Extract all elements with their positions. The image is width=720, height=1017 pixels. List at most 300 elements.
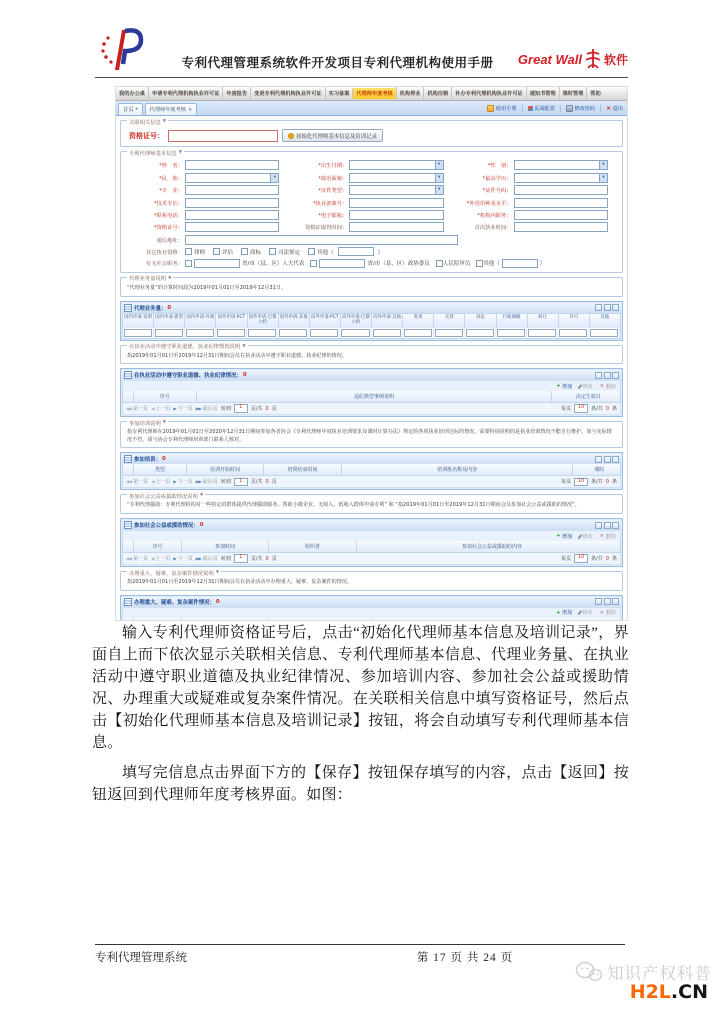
page-config-button[interactable]: 页面配置	[522, 105, 555, 112]
grid-toolbar	[122, 380, 621, 391]
checkbox[interactable]	[310, 260, 317, 267]
field-label: *最高学历：	[482, 175, 512, 182]
refresh-icon[interactable]	[595, 456, 602, 463]
count-input[interactable]	[124, 329, 152, 337]
add-icon: +	[556, 533, 561, 540]
biz-cell	[278, 328, 309, 338]
biz-cell	[340, 328, 371, 338]
column-header: 类型	[134, 464, 187, 475]
form-field	[454, 222, 618, 232]
field-input[interactable]	[349, 222, 443, 232]
delete-icon: ×	[599, 383, 605, 390]
last-page-button[interactable]: ▶▶ 最后页	[195, 406, 218, 413]
field-input[interactable]	[514, 185, 608, 195]
collapse-caret-icon[interactable]: ▼	[215, 570, 220, 576]
nav-tab[interactable]	[559, 87, 587, 100]
form-field	[289, 160, 453, 170]
column-header: 序号	[134, 391, 197, 402]
nav-tab-label: 年度报告	[226, 91, 248, 97]
home-tab[interactable]: 首页 ▾	[118, 103, 143, 115]
count-input[interactable]	[590, 329, 618, 337]
next-page-icon: ▶	[173, 479, 177, 485]
column-header: 国外申请-PCT	[216, 314, 247, 328]
count-input[interactable]	[248, 329, 276, 337]
manual-icon	[487, 105, 494, 112]
biz-cell	[372, 328, 403, 338]
collapse-caret-icon[interactable]: ▼	[162, 420, 167, 426]
collapse-caret-icon[interactable]: ▼	[162, 119, 167, 124]
field-input[interactable]	[514, 160, 608, 170]
grid-icon	[124, 304, 132, 312]
field-input[interactable]	[185, 173, 279, 183]
ethics-panel	[120, 368, 623, 417]
column-header: 参加时间	[182, 541, 269, 552]
select-column	[123, 391, 134, 402]
qualification-option: 评估	[213, 248, 233, 256]
nav-tab-label: 机构注销	[427, 91, 449, 97]
add-icon: +	[556, 383, 561, 390]
topbar-buttons	[487, 101, 625, 115]
cnipa-logo-icon	[95, 24, 157, 76]
field-input[interactable]	[185, 222, 279, 232]
column-header: 课时	[594, 467, 605, 474]
next-page-icon: ▶	[173, 556, 177, 562]
basic-info-section	[120, 151, 623, 273]
biz-cell	[434, 328, 465, 338]
footer-system-name: 专利代理管理系统	[95, 952, 187, 964]
nav-tab-label: 申请专利代理机构执业许可证	[151, 91, 220, 97]
checkbox[interactable]	[185, 248, 192, 255]
footer-rule	[95, 944, 625, 945]
page-number-input[interactable]: 1	[234, 404, 248, 413]
field-input[interactable]	[185, 160, 279, 170]
section-legend: 在执业活动中遵守职业道德、执业纪律情况说明 ▼	[129, 343, 246, 351]
nav-tab-label: 代理师年度考核	[356, 91, 393, 97]
panel-header: 参加社会公益或援助情况： 0	[122, 520, 621, 530]
select-column	[123, 541, 134, 552]
form-field	[125, 160, 289, 170]
column-header: 向外申请-巴黎公约	[341, 314, 372, 328]
field-input[interactable]	[185, 198, 279, 208]
field-label: *执业备案号：	[312, 200, 348, 207]
edit-button[interactable]: 修改	[579, 609, 592, 616]
form-field	[289, 198, 453, 208]
address-row	[125, 235, 618, 245]
prev-page-icon: ◀	[151, 556, 154, 562]
qualification-other: 其他（ ）	[308, 247, 383, 256]
nav-tab-label: 通知书管理	[529, 91, 556, 97]
count-input[interactable]	[217, 329, 245, 337]
biz-cell	[216, 328, 247, 338]
qualification-number-label: 资格证号：	[129, 131, 164, 140]
checkbox[interactable]	[476, 260, 483, 267]
delete-icon: ×	[599, 533, 605, 540]
field-input[interactable]	[514, 173, 608, 183]
bullet-icon	[288, 133, 294, 139]
form-field	[289, 185, 453, 195]
form-field	[125, 222, 289, 232]
last-page-button[interactable]: ▶▶ 最后页	[195, 556, 218, 563]
first-page-icon: ◀◀	[126, 406, 132, 412]
nav-tab[interactable]	[148, 87, 222, 100]
field-input[interactable]	[349, 185, 443, 195]
panel-header: 在执业活动中遵守职业道德、执业纪律情况： 0	[122, 370, 621, 380]
first-page-button[interactable]: ◀◀ 第一页	[126, 556, 149, 563]
refresh-icon[interactable]	[595, 598, 602, 605]
checkbox[interactable]	[436, 260, 443, 267]
nav-tab[interactable]	[423, 87, 451, 100]
form-field	[454, 198, 618, 208]
column-header: 转让	[528, 314, 559, 328]
column-header	[134, 618, 182, 620]
config-icon	[528, 106, 533, 111]
training-note-section	[120, 421, 623, 448]
field-input[interactable]	[349, 173, 443, 183]
select-column	[123, 464, 134, 475]
collapse-panel-icon[interactable]	[612, 304, 619, 311]
column-header: 培训开始时间	[187, 464, 265, 475]
column-header: 国内申请-外观	[185, 314, 216, 328]
collapse-caret-icon[interactable]: ▼	[199, 493, 204, 499]
last-page-icon: ▶▶	[195, 479, 202, 485]
prev-page-icon: ◀	[151, 479, 154, 485]
field-input[interactable]	[349, 210, 443, 220]
last-page-icon: ▶▶	[195, 556, 202, 562]
social-other-input[interactable]	[502, 259, 538, 268]
nav-tab-label: 补办专利代理机构执业许可证	[455, 91, 523, 97]
link-info-section	[120, 120, 623, 147]
prev-page-button[interactable]: ◀ 上一页	[151, 556, 171, 563]
popout-icon[interactable]	[604, 522, 611, 529]
field-label: *民 族：	[159, 175, 183, 182]
biz-input-row	[122, 328, 621, 339]
grid-icon	[124, 598, 132, 606]
field-label: *姓 名：	[159, 163, 183, 170]
biz-cell	[247, 328, 278, 338]
biz-volume-panel	[120, 301, 623, 341]
field-label: *资格证号：	[153, 225, 183, 232]
greatwall-logo	[518, 48, 628, 76]
qualification-option: 司法鉴定	[269, 248, 300, 256]
next-page-button[interactable]: ▶ 下一页	[173, 556, 193, 563]
nav-tab-label: 我的办公桌	[119, 91, 145, 97]
nav-tab[interactable]	[116, 87, 148, 100]
delete-button[interactable]: × 删除	[599, 533, 616, 540]
field-input[interactable]	[514, 222, 608, 232]
delete-button[interactable]: × 删除	[599, 383, 616, 390]
field-input[interactable]	[349, 198, 443, 208]
add-button[interactable]: + 增加	[556, 383, 573, 390]
app-screenshot	[116, 87, 627, 620]
field-input[interactable]	[514, 198, 608, 208]
panel-header: 代理业务量： 0	[122, 303, 621, 313]
delete-button[interactable]: × 删除	[599, 609, 616, 617]
address-input[interactable]	[185, 235, 458, 245]
column-header: 参加社会公益或援助的内容	[461, 544, 522, 551]
count-input[interactable]	[497, 329, 525, 337]
edit-button[interactable]: 修改	[579, 533, 592, 540]
page-size-input[interactable]: 10	[574, 404, 588, 413]
social-duty-label: 有无社会职务：	[145, 261, 183, 268]
pagination-bar: ◀◀ 第一页 ◀ 上一页 ▶ 下一页 ▶▶ 最后页 转到 1 页/共 0 页 每页 10 条/共 0 条	[122, 403, 621, 415]
column-header: 培训班名称及内容	[342, 464, 574, 475]
field-label: *联系电话：	[153, 212, 183, 219]
column-header: 行政调解	[497, 314, 528, 328]
checkbox[interactable]	[213, 248, 220, 255]
grid-icon	[124, 521, 132, 529]
tab-bar	[116, 101, 627, 116]
checkbox[interactable]	[269, 248, 276, 255]
checkbox[interactable]	[185, 260, 192, 267]
prev-page-icon: ◀	[151, 406, 154, 412]
nav-tab[interactable]	[352, 88, 395, 99]
first-page-icon: ◀◀	[126, 479, 132, 485]
column-header: 许可	[559, 314, 590, 328]
checkbox[interactable]	[308, 248, 315, 255]
form-field	[125, 185, 289, 195]
collapse-caret-icon[interactable]: ▼	[168, 275, 172, 281]
add-button[interactable]: + 增加	[556, 533, 573, 540]
logout-button[interactable]: × 退出	[600, 105, 623, 112]
biz-cell	[558, 328, 589, 338]
nav-tab-label: 实习备案	[328, 91, 350, 97]
welfare-panel	[120, 518, 623, 567]
nav-tab-label: 变更专利代理机构执业许可证	[254, 91, 322, 97]
select-column	[123, 618, 134, 620]
change-password-button[interactable]: 修改密码	[560, 105, 595, 112]
form-field	[454, 160, 618, 170]
collapse-panel-icon[interactable]	[612, 598, 619, 605]
note-text: “专利代理援助：专利代理机构对一些特定的群体提供代理援助服务、帮助小微企业、无收入、低收入群体申请专利” 和 “指2019年01月01日至2019年12月31日期间会员参加社会公益或援助的情况”。	[127, 502, 580, 509]
field-label: *电子邮箱：	[318, 212, 348, 219]
form-field	[454, 210, 618, 220]
biz-cell	[123, 328, 154, 338]
manual-button[interactable]: 使用手册	[487, 105, 516, 112]
column-header: 序号	[134, 541, 182, 552]
field-label: *证件号码：	[482, 188, 512, 195]
count-input[interactable]	[466, 329, 494, 337]
column-header: 其他	[600, 314, 610, 320]
section-legend: 参加社会公益或援助情况说明 ▼	[129, 493, 204, 500]
column-headers	[122, 464, 621, 476]
column-header: 组织者	[269, 541, 356, 552]
field-label: *政治面貌：	[318, 175, 348, 182]
count-input[interactable]	[435, 329, 463, 337]
ethics-note-section	[120, 345, 623, 365]
init-agent-info-button[interactable]: 初始化代理师基本信息及培训记录	[282, 129, 383, 142]
refresh-icon[interactable]	[595, 522, 602, 529]
pagination-bar: ◀◀ 第一页 ◀ 上一页 ▶ 下一页 ▶▶ 最后页 转到 1 页/共 0 页 每页 10 条/共 0 条	[122, 476, 621, 488]
training-panel	[120, 452, 623, 490]
cases-note-section	[120, 571, 623, 591]
refresh-icon[interactable]	[595, 304, 602, 311]
column-header: 决定生效日	[575, 394, 601, 401]
column-header: 无效	[434, 314, 465, 328]
delete-icon: ×	[599, 609, 605, 616]
column-header	[269, 618, 371, 620]
last-page-icon: ▶▶	[195, 406, 202, 412]
note-text: 指2019年01月01日至2019年12月31日期间会员在执业活动中遵守职业道德、执业纪律的情况。	[127, 352, 347, 359]
count-input[interactable]	[341, 329, 369, 337]
count-input[interactable]	[310, 329, 338, 337]
count-input[interactable]	[279, 329, 307, 337]
count-input[interactable]	[528, 329, 556, 337]
popout-icon[interactable]	[604, 304, 611, 311]
first-page-button[interactable]: ◀◀ 第一页	[126, 479, 149, 486]
collapse-panel-icon[interactable]	[612, 522, 619, 529]
nav-tab-label: 课时管理	[562, 91, 584, 97]
field-input[interactable]	[349, 160, 443, 170]
cases-panel	[120, 595, 623, 620]
section-legend: 代理业务量说明 ▼	[129, 275, 172, 283]
biz-cell	[309, 328, 340, 338]
form-field	[289, 173, 453, 183]
page-size-input[interactable]: 10	[574, 478, 588, 487]
note-text: 指2019年01月01日至2019年12月31日期间会员在执业活动中办理重大、疑难、复杂案件的情况。	[127, 579, 353, 586]
field-label: *外语语种及水平：	[466, 200, 512, 207]
field-label: *出生日期：	[318, 163, 348, 170]
column-header	[182, 618, 269, 620]
nav-tab-label: 机构停业	[399, 91, 421, 97]
form-field	[289, 222, 453, 232]
page-number: 第 17 页 共 24 页	[416, 952, 514, 964]
checkbox[interactable]	[241, 248, 248, 255]
popout-icon[interactable]	[604, 598, 611, 605]
page-number-input[interactable]: 1	[234, 478, 248, 487]
add-button[interactable]: + 增加	[556, 609, 573, 617]
field-input[interactable]	[514, 210, 608, 220]
pagination-bar: ◀◀ 第一页 ◀ 上一页 ▶ 下一页 ▶▶ 最后页 转到 1 页/共 0 页 每页 10 条/共 0 条	[122, 553, 621, 565]
form-field	[289, 210, 453, 220]
close-tab-icon[interactable]: ×	[187, 106, 193, 113]
form-field	[454, 185, 618, 195]
column-header: 国内申请-发明	[123, 314, 154, 328]
collapse-panel-icon[interactable]	[612, 372, 619, 379]
welfare-note-section	[120, 494, 623, 514]
popout-icon[interactable]	[604, 456, 611, 463]
column-headers	[122, 541, 621, 553]
grid-toolbar	[122, 530, 621, 541]
nav-tab[interactable]	[250, 87, 324, 100]
nav-tab[interactable]	[325, 87, 353, 100]
other-qualification-input[interactable]	[338, 247, 374, 256]
qualification-option: 商标	[241, 248, 261, 256]
biz-cell	[527, 328, 558, 338]
note-text: “代理业务量”的计算时间段为2019年01月01日至2019年12月31日。	[127, 284, 287, 291]
count-input[interactable]	[373, 329, 401, 337]
logout-icon: ×	[606, 104, 612, 112]
count-input[interactable]	[559, 329, 587, 337]
nav-tab[interactable]	[396, 87, 424, 100]
collapse-panel-icon[interactable]	[612, 456, 619, 463]
edit-button[interactable]: 修改	[579, 383, 592, 390]
nav-tab[interactable]	[526, 87, 559, 100]
column-header: 复审	[403, 314, 434, 328]
next-page-icon: ▶	[173, 406, 177, 412]
field-label: *机构内职务：	[477, 212, 512, 219]
grid-toolbar	[122, 607, 621, 618]
watermark-brand: H2L	[629, 981, 671, 1003]
note-text: 指专利代理师在2019年01月01日至2020年12月31日期间参加各省协会《专利代理师年度执业培训要求及课时计算办法》规定的各项执业培训达标的情况。需要特别说明的是执业培训情况不能自行维护，如与实际情况不符，请与协会专利代理师培训部门联系人核对。	[127, 429, 612, 443]
first-page-button[interactable]: ◀◀ 第一页	[126, 406, 149, 413]
field-label: 首次执业时间：	[474, 225, 512, 232]
nav-tab[interactable]	[586, 87, 603, 100]
count-input[interactable]	[186, 329, 214, 337]
column-header: 违纪典型事例说明	[197, 391, 553, 402]
dropdown-icon: ▾	[135, 107, 138, 112]
column-header: 诉讼	[465, 314, 496, 328]
section-legend: 办理重大、疑难、复杂案件情况说明 ▼	[129, 570, 220, 577]
watermark-label: 知识产权科普	[607, 964, 712, 983]
section-legend: 专利代理师基本信息 ▼	[129, 150, 182, 157]
key-icon	[566, 105, 573, 112]
column-header: 国外申请-巴黎公约	[248, 314, 279, 328]
count-input[interactable]	[155, 329, 183, 337]
biz-cell	[403, 328, 434, 338]
prev-page-button[interactable]: ◀ 上一页	[151, 479, 171, 486]
prev-page-button[interactable]: ◀ 上一页	[151, 406, 171, 413]
body-paragraph: 填写完信息点击界面下方的【保存】按钮保存填写的内容，点击【返回】按钮返回到代理师年度考核界面。如图：	[92, 765, 629, 803]
column-header: 培训结束时间	[264, 464, 342, 475]
count-input[interactable]	[404, 329, 432, 337]
next-page-button[interactable]: ▶ 下一页	[173, 479, 193, 486]
page-number-input[interactable]: 1	[234, 554, 248, 563]
qualification-number-input[interactable]	[168, 130, 278, 142]
nav-tab[interactable]	[222, 87, 250, 100]
last-page-button[interactable]: ▶▶ 最后页	[195, 479, 218, 486]
page-size-input[interactable]: 10	[574, 554, 588, 563]
collapse-caret-icon[interactable]: ▼	[178, 150, 182, 155]
grid-icon	[124, 455, 132, 463]
form-field	[454, 173, 618, 183]
grid-icon	[124, 371, 132, 379]
column-header: 国外申请-其他	[279, 314, 310, 328]
nav-tab[interactable]	[451, 87, 525, 100]
popout-icon[interactable]	[604, 372, 611, 379]
biz-cell	[154, 328, 185, 338]
cppcc-input[interactable]	[319, 259, 365, 268]
greatwall-suffix: 软件	[603, 52, 628, 67]
field-input[interactable]	[185, 210, 279, 220]
watermark-tld: .CN	[670, 981, 708, 1003]
biz-cell	[496, 328, 527, 338]
biz-cell	[185, 328, 216, 338]
address-label: 通信地址：	[156, 237, 183, 244]
column-header	[372, 618, 627, 620]
doc-title: 专利代理管理系统软件开发项目专利代理机构使用手册	[181, 56, 494, 70]
next-page-button[interactable]: ▶ 下一页	[173, 406, 193, 413]
doc-header	[95, 22, 628, 76]
collapse-caret-icon[interactable]: ▼	[242, 343, 246, 349]
first-page-icon: ◀◀	[126, 556, 132, 562]
greatwall-mark-icon	[584, 48, 602, 70]
field-label: 资格证取得时间：	[304, 225, 348, 232]
nav-tab-label: 帮助	[590, 91, 601, 97]
biz-column-headers	[122, 313, 621, 328]
form-field	[125, 210, 289, 220]
biz-volume-note-section	[120, 277, 623, 297]
current-tab[interactable]: 代理师年度考核 ×	[145, 103, 198, 115]
form-field	[125, 198, 289, 208]
refresh-icon[interactable]	[595, 372, 602, 379]
column-headers	[122, 391, 621, 403]
biz-cell	[589, 328, 620, 338]
rep-input[interactable]	[194, 259, 240, 268]
column-header: 向外申请-PCT	[310, 314, 341, 328]
panel-header: 办理重大、疑难、复杂案件情况： 0	[122, 597, 621, 607]
section-legend: 关联相关信息 ▼	[129, 119, 167, 126]
field-input[interactable]	[185, 185, 279, 195]
